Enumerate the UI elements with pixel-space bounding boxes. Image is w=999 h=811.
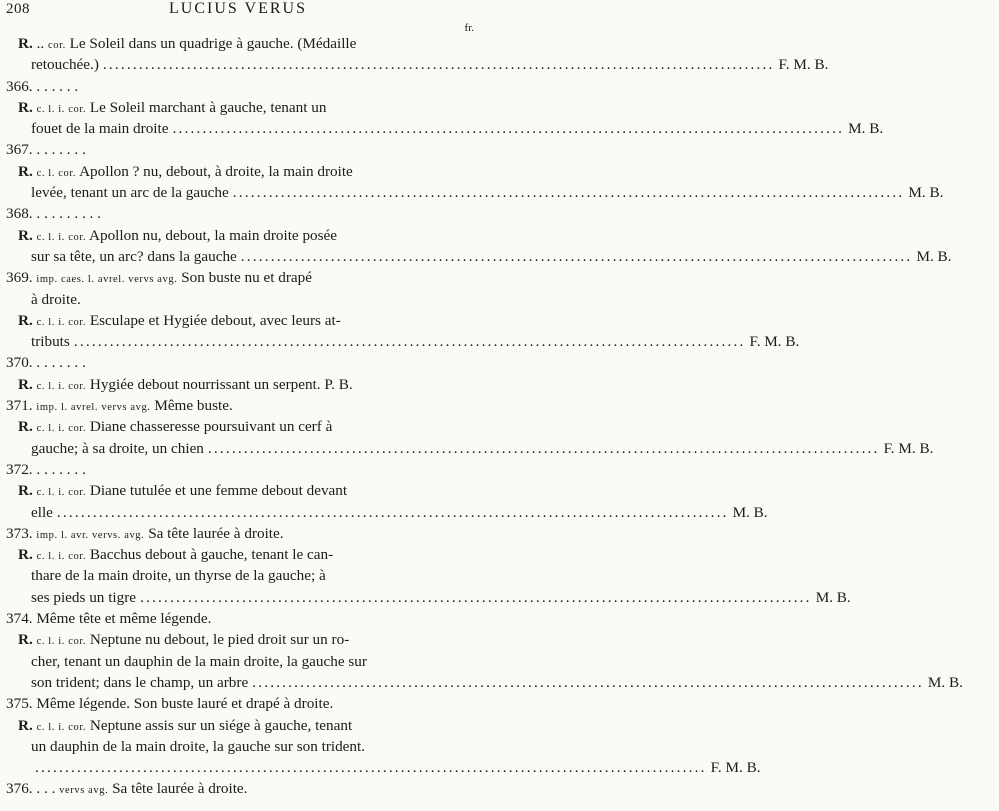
line-text	[6, 523, 284, 546]
module-size-label: M. B.	[916, 247, 952, 265]
legend-small-caps: c. l. i. cor.	[36, 231, 87, 243]
entry-description: elle	[31, 503, 53, 521]
catalogue-text-line	[0, 715, 476, 736]
reverse-symbol: R .	[18, 163, 33, 180]
legend-small-caps: imp. caes. l. avrel. vervs avg.	[36, 274, 178, 286]
entry-description: à droite.	[31, 290, 81, 308]
catalogue-entry-line	[0, 395, 476, 416]
catalogue-text-line	[0, 161, 476, 182]
line-text	[31, 246, 237, 267]
catalogue-entry-line	[0, 693, 476, 714]
catalogue-text-line	[0, 544, 476, 565]
legend-small-caps: c. l. i. cor.	[36, 423, 87, 435]
legend-small-caps: vervs avg.	[59, 785, 109, 797]
line-text	[31, 502, 53, 523]
dot-leader	[172, 118, 844, 139]
entry-number-text: 375. Même légende. Son buste lauré et drapé à droite.	[6, 695, 334, 713]
entry-number-text: 367. . . . . . . .	[6, 141, 86, 159]
page-number: 208	[6, 1, 30, 17]
catalogue-entry-line	[0, 352, 476, 373]
entry-description: Diane tutulée et une femme debout devant	[89, 482, 348, 500]
catalogue-text-line	[0, 672, 963, 693]
legend-small-caps: imp. l. avrel. vervs avg.	[36, 402, 151, 414]
reverse-symbol: R .	[18, 546, 33, 563]
catalogue-entry-line	[0, 459, 476, 480]
reverse-symbol: R .	[18, 312, 33, 329]
catalogue-text-line	[0, 33, 476, 54]
reverse-symbol: R .	[18, 99, 33, 116]
entry-description: cher, tenant un dauphin de la main droite, la gauche sur	[31, 652, 367, 670]
module-size-label: M. B.	[927, 673, 963, 691]
catalogue-entry-line	[0, 139, 476, 160]
entry-description: Bacchus debout à gauche, tenant le can-	[89, 546, 334, 564]
catalogue-text-line	[0, 565, 476, 586]
entry-number-text: 369.	[6, 269, 33, 287]
dot-leader	[74, 331, 746, 352]
line-text	[18, 416, 332, 439]
running-title: LUCIUS VERUS	[169, 0, 307, 17]
line-text	[18, 97, 326, 120]
catalogue-entry-line	[0, 523, 476, 544]
legend-small-caps: c. l. cor.	[36, 167, 77, 179]
catalogue-text-line	[0, 54, 829, 75]
entry-number-text: 366. . . . . . .	[6, 77, 79, 95]
catalogue-entry-line	[0, 76, 476, 97]
entry-description: Sa tête laurée à droite.	[112, 780, 248, 798]
catalogue-text-line	[0, 310, 476, 331]
reverse-symbol: R .	[18, 376, 33, 393]
catalogue-entry-line	[0, 778, 476, 799]
line-text	[6, 76, 78, 97]
legend-small-caps: imp. l. avr. vervs. avg.	[36, 529, 145, 541]
legend-small-caps: c. l. i. cor.	[36, 316, 87, 328]
entry-description: Son buste nu et drapé	[181, 269, 312, 287]
module-size-label: F. M. B.	[883, 439, 934, 457]
catalogue-text-line	[0, 225, 476, 246]
legend-small-caps: c. l. i. cor.	[36, 636, 87, 648]
entry-description: Apollon nu, debout, la main droite posée	[89, 226, 338, 244]
entry-description: Neptune nu debout, le pied droit sur un ro-	[89, 631, 350, 649]
line-text	[31, 587, 136, 608]
module-size-label: F. M. B.	[778, 56, 829, 74]
line-text	[6, 267, 312, 290]
module-size-label: F. M. B.	[749, 333, 800, 351]
dot-leader	[233, 182, 905, 203]
reverse-symbol: R .	[18, 227, 33, 244]
line-text	[6, 395, 233, 418]
line-text	[31, 438, 204, 459]
entry-number-text: 373.	[6, 524, 33, 542]
dot-leader	[140, 587, 812, 608]
line-text	[31, 182, 229, 203]
line-text	[18, 629, 349, 652]
line-text	[6, 608, 211, 629]
entry-description: tributs	[31, 333, 70, 351]
legend-small-caps: c. l. i. cor.	[36, 380, 87, 392]
line-text	[18, 310, 341, 333]
entry-description: levée, tenant un arc de la gauche	[31, 184, 229, 202]
catalogue-text-line	[0, 118, 884, 139]
entry-number-text: 370. . . . . . . .	[6, 354, 86, 372]
line-text	[31, 736, 365, 757]
line-text	[31, 565, 326, 586]
entry-description: sur sa tête, un arc? dans la gauche	[31, 247, 237, 265]
reverse-symbol: R .	[18, 418, 33, 435]
module-size-label: F. M. B.	[710, 759, 761, 777]
line-text	[31, 54, 99, 75]
line-text	[18, 544, 333, 567]
entry-description: Le Soleil marchant à gauche, tenant un	[89, 98, 327, 116]
entry-description: thare de la main droite, un thyrse de la gauche; à	[31, 567, 326, 585]
line-text	[18, 374, 353, 397]
line-text	[31, 118, 168, 139]
entry-description: Hygiée debout nourrissant un serpent. P. B.	[89, 375, 353, 393]
entry-description: retouchée.)	[31, 56, 99, 74]
margin-note: fr.	[464, 22, 474, 34]
line-text	[6, 459, 86, 480]
entry-description: Neptune assis sur un siége à gauche, tenant	[89, 716, 353, 734]
catalogue-text-line	[0, 374, 476, 395]
module-size-label: M. B.	[815, 588, 851, 606]
line-text	[6, 778, 247, 801]
line-text	[31, 651, 367, 672]
line-text	[6, 139, 86, 160]
line-text	[18, 480, 347, 503]
catalogue-text	[0, 33, 963, 800]
legend-small-caps: cor.	[47, 40, 66, 51]
reverse-symbol: R .	[18, 35, 33, 52]
catalogue-text-line	[0, 289, 476, 310]
entry-number-text: 374. Même tête et même légende.	[6, 610, 212, 628]
catalogue-entry-line	[0, 267, 476, 288]
catalogue-text-line	[0, 331, 800, 352]
entry-number-text: 368. . . . . . . . . .	[6, 205, 101, 223]
entry-number-text: 376. . . .	[6, 780, 56, 798]
entry-description: Le Soleil dans un quadrige à gauche. (Médaille	[69, 35, 357, 52]
catalogue-entry-line	[0, 608, 476, 629]
catalogue-text-line	[0, 246, 952, 267]
catalogue-text-line	[0, 416, 476, 437]
catalogue-entry-line	[0, 203, 476, 224]
dot-leader	[57, 502, 729, 523]
line-text	[6, 203, 101, 224]
dot-leader	[252, 672, 924, 693]
dot-leader	[241, 246, 913, 267]
line-text	[31, 289, 81, 310]
entry-number-text: 372. . . . . . . .	[6, 460, 86, 478]
module-size-label: M. B.	[848, 120, 884, 138]
catalogue-text-line	[0, 438, 934, 459]
entry-description: ses pieds un tigre	[31, 588, 137, 606]
entry-description: Esculape et Hygiée debout, avec leurs at-	[89, 311, 341, 329]
catalogue-text-line	[0, 629, 476, 650]
reverse-symbol: R .	[18, 717, 33, 734]
line-text	[18, 161, 353, 184]
reverse-symbol: R .	[18, 631, 33, 648]
dot-leader	[35, 757, 707, 778]
legend-small-caps: c. l. i. cor.	[36, 487, 87, 499]
line-text	[31, 672, 248, 693]
catalogue-text-line	[0, 757, 761, 778]
line-text	[31, 331, 70, 352]
legend-small-caps: c. l. i. cor.	[36, 551, 87, 563]
line-text	[18, 715, 352, 738]
catalogue-text-line	[0, 651, 476, 672]
module-size-label: M. B.	[732, 503, 768, 521]
dot-leader	[103, 54, 775, 75]
catalogue-text-line	[0, 182, 944, 203]
entry-description: Diane chasseresse poursuivant un cerf à	[89, 418, 333, 436]
entry-description: Sa tête laurée à droite.	[148, 524, 284, 542]
entry-description: un dauphin de la main droite, la gauche sur son trident.	[31, 737, 366, 755]
line-text	[6, 693, 333, 714]
legend-small-caps: c. l. i. cor.	[36, 721, 87, 733]
catalogue-text-line	[0, 587, 851, 608]
entry-description: gauche; à sa droite, un chien	[31, 439, 204, 457]
line-text	[6, 352, 86, 373]
entry-description: Même buste.	[154, 397, 233, 415]
entry-description: fouet de la main droite	[31, 120, 169, 138]
line-text	[18, 33, 356, 56]
catalogue-text-line	[0, 97, 476, 118]
module-size-label: M. B.	[908, 184, 944, 202]
dot-leader	[208, 438, 880, 459]
entry-number-text: 371.	[6, 397, 33, 415]
catalogue-text-line	[0, 480, 476, 501]
catalogue-text-line	[0, 736, 476, 757]
legend-small-caps: c. l. i. cor.	[36, 103, 87, 115]
entry-description: son trident; dans le champ, un arbre	[31, 673, 249, 691]
entry-description: Apollon ? nu, debout, à droite, la main droite	[79, 162, 353, 180]
legend-prefix: ..	[36, 35, 45, 52]
catalogue-text-line	[0, 502, 768, 523]
line-text	[18, 225, 337, 248]
reverse-symbol: R .	[18, 482, 33, 499]
